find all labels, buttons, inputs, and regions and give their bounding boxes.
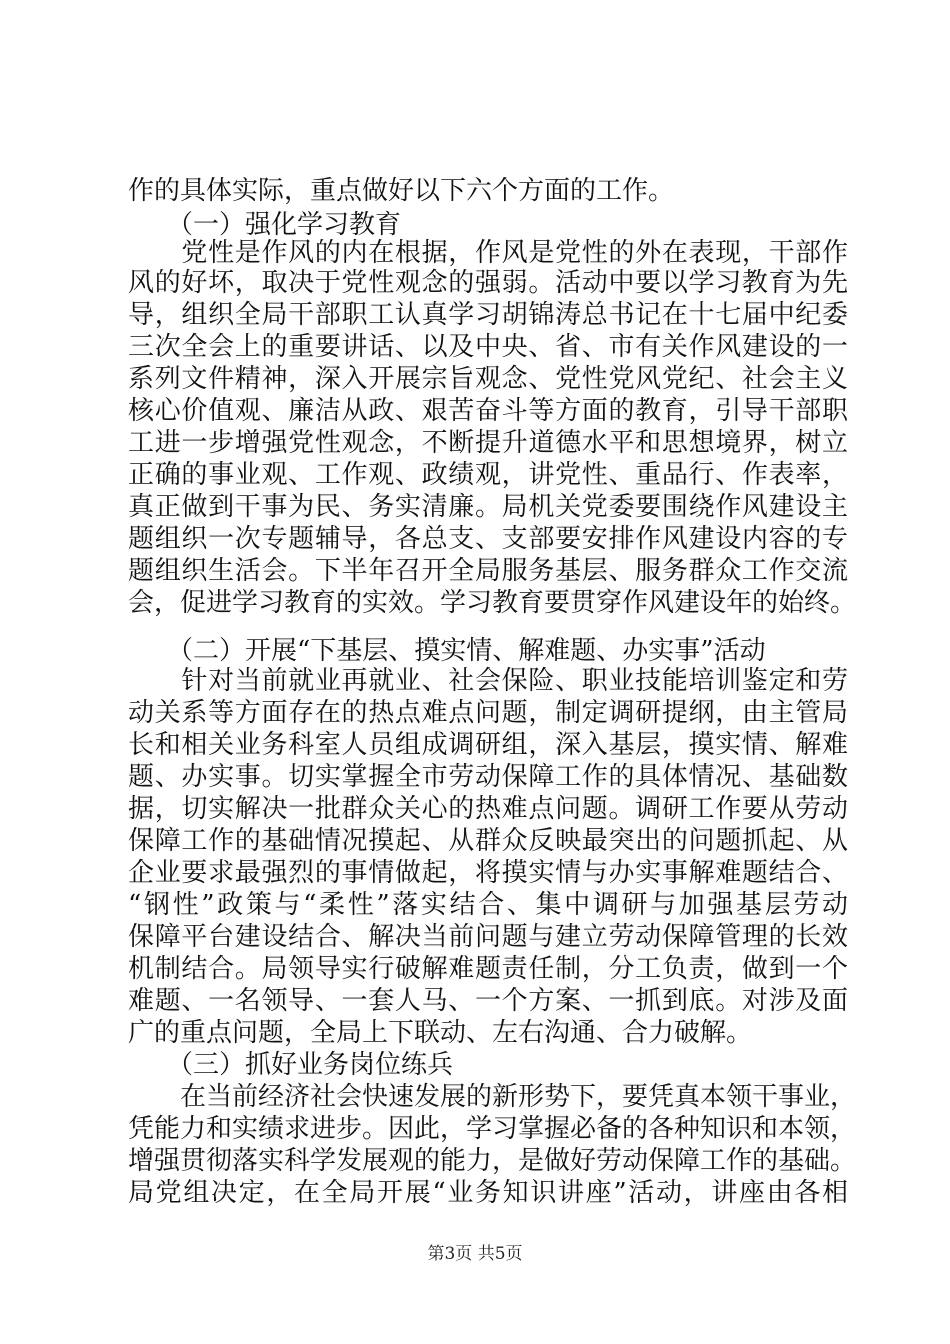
- text-line: 题组织一次专题辅导，各总支、支部要安排作风建设内容的专: [128, 524, 848, 554]
- text-line: 核心价值观、廉洁从政、艰苦奋斗等方面的教育，引导干部职: [128, 396, 848, 426]
- section-heading: （三）抓好业务岗位练兵: [128, 1050, 454, 1080]
- text-line: 长和相关业务科室人员组成调研组，深入基层，摸实情、解难: [128, 730, 848, 760]
- text-line: 局党组决定，在全局开展“业务知识讲座”活动，讲座由各相: [128, 1178, 848, 1208]
- text-line: 广的重点问题，全局上下联动、左右沟通、合力破解。: [128, 1018, 753, 1048]
- text-line: 会，促进学习教育的实效。学习教育要贯穿作风建设年的始终。: [128, 588, 857, 618]
- text-line: 针对当前就业再就业、社会保险、职业技能培训鉴定和劳: [128, 666, 848, 696]
- text-line: 导，组织全局干部职工认真学习胡锦涛总书记在十七届中纪委: [128, 300, 848, 330]
- text-line: 据，切实解决一批群众关心的热难点问题。调研工作要从劳动: [128, 794, 848, 824]
- text-line: 系列文件精神，深入开展宗旨观念、党性党风党纪、社会主义: [128, 364, 848, 394]
- text-line: 题、办实事。切实掌握全市劳动保障工作的具体情况、基础数: [128, 762, 848, 792]
- text-line: 党性是作风的内在根据，作风是党性的外在表现，干部作: [128, 238, 848, 268]
- text-line: 题组织生活会。下半年召开全局服务基层、服务群众工作交流: [128, 556, 848, 586]
- text-line: 企业要求最强烈的事情做起，将摸实情与办实事解难题结合、: [128, 858, 848, 888]
- page-number-footer: 第3页 共5页: [427, 1244, 523, 1264]
- section-heading: （一）强化学习教育: [128, 210, 402, 240]
- text-line: 动关系等方面存在的热点难点问题，制定调研提纲，由主管局: [128, 698, 848, 728]
- text-line: 真正做到干事为民、务实清廉。局机关党委要围绕作风建设主: [128, 492, 848, 522]
- text-line: 在当前经济社会快速发展的新形势下，要凭真本领干事业，: [128, 1082, 857, 1112]
- text-line: 风的好坏，取决于党性观念的强弱。活动中要以学习教育为先: [128, 268, 848, 298]
- text-line: 三次全会上的重要讲话、以及中央、省、市有关作风建设的一: [128, 332, 848, 362]
- text-line: 保障平台建设结合、解决当前问题与建立劳动保障管理的长效: [128, 922, 848, 952]
- text-line: 难题、一名领导、一套人马、一个方案、一抓到底。对涉及面: [128, 986, 848, 1016]
- text-line: 增强贯彻落实科学发展观的能力，是做好劳动保障工作的基础。: [128, 1146, 857, 1176]
- section-heading: （二）开展“下基层、摸实情、解难题、办实事”活动: [128, 636, 766, 666]
- text-line: 作的具体实际，重点做好以下六个方面的工作。: [128, 176, 675, 206]
- text-line: 保障工作的基础情况摸起、从群众反映最突出的问题抓起、从: [128, 826, 848, 856]
- text-line: “钢性”政策与“柔性”落实结合、集中调研与加强基层劳动: [128, 890, 848, 920]
- text-line: 正确的事业观、工作观、政绩观，讲党性、重品行、作表率，: [128, 460, 848, 490]
- text-line: 机制结合。局领导实行破解难题责任制，分工负责，做到一个: [128, 954, 848, 984]
- text-line: 凭能力和实绩求进步。因此，学习掌握必备的各种知识和本领，: [128, 1114, 857, 1144]
- text-line: 工进一步增强党性观念，不断提升道德水平和思想境界，树立: [128, 428, 848, 458]
